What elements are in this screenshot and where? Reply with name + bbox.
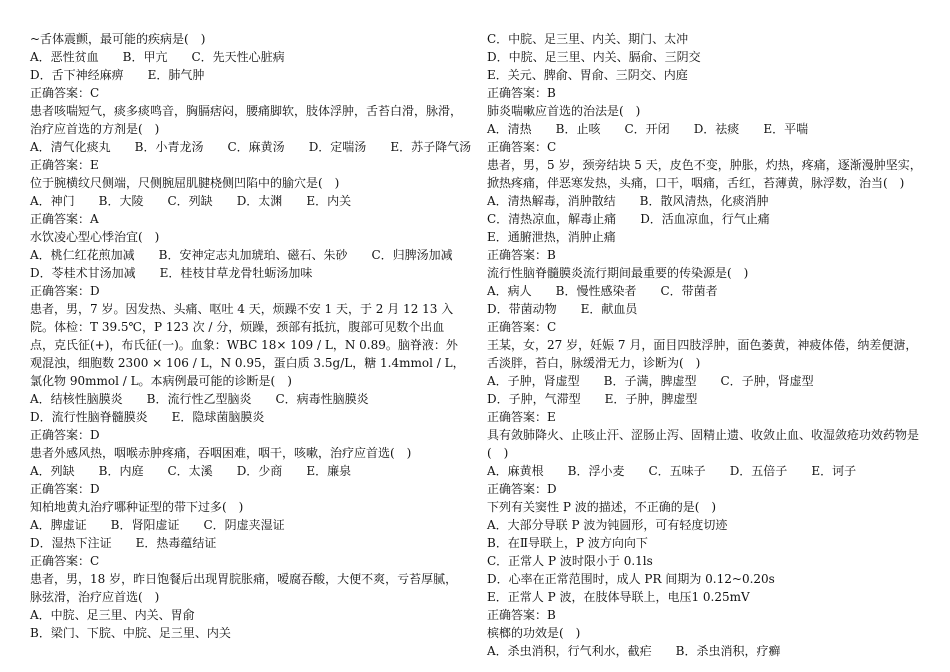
option-text: D．苓桂术甘汤加减 [30, 266, 136, 280]
option-row [30, 66, 466, 84]
option-text: D．少商 [236, 464, 283, 478]
option-row [487, 534, 927, 552]
option-text: B．内庭 [98, 464, 144, 478]
question-text: 具有敛肺降火、止咳止汗、涩肠止泻、固精止遗、收敛止血、收湿敛疮功效药物是( ) [487, 428, 920, 460]
option-text: D．活血凉血，行气止痛 [640, 212, 770, 226]
option-text: E．隐球菌脑膜炎 [171, 410, 265, 424]
option-text: B．散风清热，化痰消肿 [639, 194, 769, 208]
option-text: B．杀虫消积，疗癣 [675, 644, 781, 658]
question-block [30, 444, 466, 498]
option-text: E．诃子 [811, 464, 857, 478]
question-text: 肺炎喘嗽应首选的治法是( ) [487, 104, 641, 118]
option-row [487, 192, 927, 210]
question-text: 位于腕横纹尺侧端，尺侧腕屈肌腱桡侧凹陷中的腧穴是( ) [30, 176, 340, 190]
option-text: A．清热解毒，消肿散结 [487, 194, 616, 208]
answer-line: 正确答案：B [487, 86, 556, 100]
option-row [487, 30, 927, 48]
question-text: 患者咳喘短气，痰多痰鸣音，胸膈痞闷，腰痛脚软，肢体浮肿，舌苔白滑，脉滑，治疗应首选的方剂是( ) [30, 104, 463, 136]
option-text: E．子肿，脾虚型 [604, 392, 698, 406]
option-text: C．病毒性脑膜炎 [275, 392, 369, 406]
option-row [30, 408, 466, 426]
option-row [30, 462, 466, 480]
option-text: C．阴虚夹湿证 [203, 518, 285, 532]
option-text: D．流行性脑脊髓膜炎 [30, 410, 148, 424]
option-text: B．在Ⅱ导联上，P 波方向向下 [487, 536, 648, 550]
answer-line: 正确答案：D [30, 428, 100, 442]
option-text: E．通腑泄热，消肿止痛 [487, 230, 616, 244]
option-text: B．大陵 [98, 194, 144, 208]
option-row [487, 516, 927, 534]
option-row [30, 246, 466, 264]
option-row [487, 462, 927, 480]
question-text: 水饮凌心型心悸治宜( ) [30, 230, 160, 244]
option-text: C．五味子 [648, 464, 706, 478]
question-block [487, 498, 927, 624]
option-text: C．太溪 [167, 464, 213, 478]
question-text: 患者，男，5 岁，颈旁结块 5 天，皮色不变，肿胀，灼热，疼痛，逐渐漫肿坚实，掀热疼痛，伴恶寒发热，头痛，口干，咽痛，舌红，苔薄黄，脉浮数，治当( ) [487, 158, 922, 190]
option-text: B．肾阳虚证 [110, 518, 180, 532]
option-text: E．桂枝甘草龙骨牡蛎汤加味 [159, 266, 313, 280]
option-row [30, 516, 466, 534]
question-text: 王某，女，27 岁，妊娠 7 月，面目四肢浮肿，面色萎黄，神疲体倦，纳差便溏，舌淡胖，苔白，脉缓滑无力，诊断为( ) [487, 338, 918, 370]
answer-line: 正确答案：D [30, 482, 100, 496]
option-text: E．内关 [306, 194, 352, 208]
option-text: D．太渊 [236, 194, 283, 208]
option-text: D．心率在正常范围时，成人 PR 间期为 0.12~0.20s [487, 572, 775, 586]
question-block [487, 624, 927, 660]
answer-line: 正确答案：C [30, 554, 100, 568]
option-text: A．病人 [487, 284, 532, 298]
option-row [30, 48, 466, 66]
option-row [487, 210, 927, 228]
option-row [487, 300, 927, 318]
option-text: B．安神定志丸加琥珀、磁石、朱砂 [158, 248, 348, 262]
question-block [487, 30, 927, 102]
option-text: C．带菌者 [660, 284, 718, 298]
question-text: 槟榔的功效是( ) [487, 626, 581, 640]
option-text: E．苏子降气汤 [390, 140, 472, 154]
option-text: C．正常人 P 波时限小于 0.1ls [487, 554, 653, 568]
question-block [487, 264, 927, 336]
option-text: A．杀虫消积，行气利水，截疟 [487, 644, 652, 658]
option-text: E．正常人 P 波，在肢体导联上，电压1 0.25mV [487, 590, 750, 604]
option-text: A．麻黄根 [487, 464, 544, 478]
option-text: B．止咳 [555, 122, 601, 136]
option-text: D．五倍子 [729, 464, 788, 478]
question-block [30, 228, 466, 300]
option-text: C．列缺 [167, 194, 213, 208]
option-row [487, 642, 927, 660]
option-text: B．子满，脾虚型 [603, 374, 697, 388]
question-text: ~舌体震颤，最可能的疾病是( ) [30, 32, 206, 46]
option-row [487, 228, 927, 246]
option-text: C．清热凉血，解毒止痛 [487, 212, 617, 226]
answer-line: 正确答案：B [487, 608, 556, 622]
option-row [487, 588, 927, 606]
option-row [487, 570, 927, 588]
option-text: A．大部分导联 P 波为钝圆形，可有轻度切迹 [487, 518, 728, 532]
option-text: C．先天性心脏病 [191, 50, 285, 64]
answer-line: 正确答案：A [30, 212, 99, 226]
question-block [487, 156, 927, 264]
answer-line: 正确答案：E [487, 410, 556, 424]
option-text: A．桃仁红花煎加减 [30, 248, 135, 262]
option-text: C．麻黄汤 [227, 140, 285, 154]
answer-line: 正确答案：E [30, 158, 99, 172]
option-text: A．结核性脑膜炎 [30, 392, 123, 406]
left-column [30, 30, 472, 642]
option-row [30, 606, 466, 624]
option-text: B．梁门、下脘、中脘、足三里、内关 [30, 626, 231, 640]
option-text: B．浮小麦 [567, 464, 625, 478]
option-text: A．神门 [30, 194, 75, 208]
option-text: A．列缺 [30, 464, 75, 478]
option-text: E．关元、脾俞、胃俞、三阴交、内庭 [487, 68, 688, 82]
option-row [487, 282, 927, 300]
option-text: A．恶性贫血 [30, 50, 99, 64]
question-text: 下列有关窦性 P 波的描述，不正确的是( ) [487, 500, 717, 514]
question-block [487, 336, 927, 426]
option-text: A．中脘、足三里、内关、胃俞 [30, 608, 195, 622]
option-text: D．舌下神经麻痹 [30, 68, 124, 82]
answer-line: 正确答案：D [30, 284, 100, 298]
option-text: E．廉泉 [306, 464, 352, 478]
question-block [30, 102, 472, 174]
answer-line: 正确答案：D [487, 482, 557, 496]
option-row [487, 120, 927, 138]
option-row [30, 192, 466, 210]
option-row [30, 138, 472, 156]
question-block [30, 30, 466, 102]
option-row [30, 390, 466, 408]
answer-line: 正确答案：C [487, 320, 557, 334]
option-text: D．带菌动物 [487, 302, 557, 316]
option-row [487, 390, 927, 408]
option-text: B．流行性乙型脑炎 [146, 392, 252, 406]
question-block [30, 498, 466, 570]
option-text: B．甲亢 [122, 50, 168, 64]
option-text: D．中脘、足三里、内关、膈俞、三阴交 [487, 50, 701, 64]
question-text: 患者，男，18 岁，昨日饱餐后出现胃脘胀痛，嗳腐吞酸，大便不爽，亏苔厚腻，脉弦滑，治疗应首选( ) [30, 572, 458, 604]
question-block [30, 300, 466, 444]
question-text: 患者外感风热，咽喉赤肿疼痛，吞咽困难，咽干，咳嗽，治疗应首选( ) [30, 446, 412, 460]
option-row [487, 552, 927, 570]
answer-line: 正确答案：C [30, 86, 100, 100]
option-text: A．清气化痰丸 [30, 140, 111, 154]
option-row [487, 372, 927, 390]
option-text: B．慢性感染者 [555, 284, 637, 298]
option-text: D．湿热下注证 [30, 536, 112, 550]
option-text: A．清热 [487, 122, 532, 136]
question-block [487, 426, 927, 498]
option-text: B．小青龙汤 [134, 140, 204, 154]
question-text: 患者，男，7 岁。因发热、头痛、呕吐 4 天，烦躁不安 1 天，于 2 月 12 13 入院。体检：T 39.5℃，P 123 次 / 分，烦躁，颈部有抵抗，腹部可见数个出血点，克氏征(+)，布氏征(一)。血象：WBC 18× 109 / L，N 0.89。脑脊液：外观混浊，细胞数 2300 × 106 / L，N 0.95，蛋白质 3.5g/L，糖 1.4mmol / L，氯化物 90mmol / L。本病例最可能的诊断是( ) [30, 302, 465, 388]
question-text: 流行性脑脊髓膜炎流行期间最重要的传染源是( ) [487, 266, 749, 280]
option-row [30, 534, 466, 552]
right-column [487, 30, 927, 660]
option-text: C．归脾汤加减 [371, 248, 453, 262]
question-block [30, 570, 466, 642]
question-block [30, 174, 466, 228]
option-row [30, 264, 466, 282]
option-row [30, 624, 466, 642]
option-text: D．定喘汤 [308, 140, 367, 154]
option-text: E．热毒蕴结证 [135, 536, 217, 550]
option-text: D．子肿，气滞型 [487, 392, 581, 406]
option-text: A．脾虚证 [30, 518, 87, 532]
option-text: E．肺气肿 [147, 68, 205, 82]
option-text: D．祛痰 [693, 122, 740, 136]
option-text: A．子肿，肾虚型 [487, 374, 580, 388]
option-text: C．子肿，肾虚型 [720, 374, 814, 388]
option-text: E．平喘 [763, 122, 809, 136]
answer-line: 正确答案：B [487, 248, 556, 262]
question-block [487, 102, 927, 156]
option-row [487, 66, 927, 84]
question-text: 知柏地黄丸治疗哪种证型的带下过多( ) [30, 500, 244, 514]
option-text: C．开闭 [624, 122, 670, 136]
option-row [487, 48, 927, 66]
answer-line: 正确答案：C [487, 140, 557, 154]
option-text: C．中脘、足三里、内关、期门、太冲 [487, 32, 689, 46]
option-text: E．献血员 [580, 302, 638, 316]
